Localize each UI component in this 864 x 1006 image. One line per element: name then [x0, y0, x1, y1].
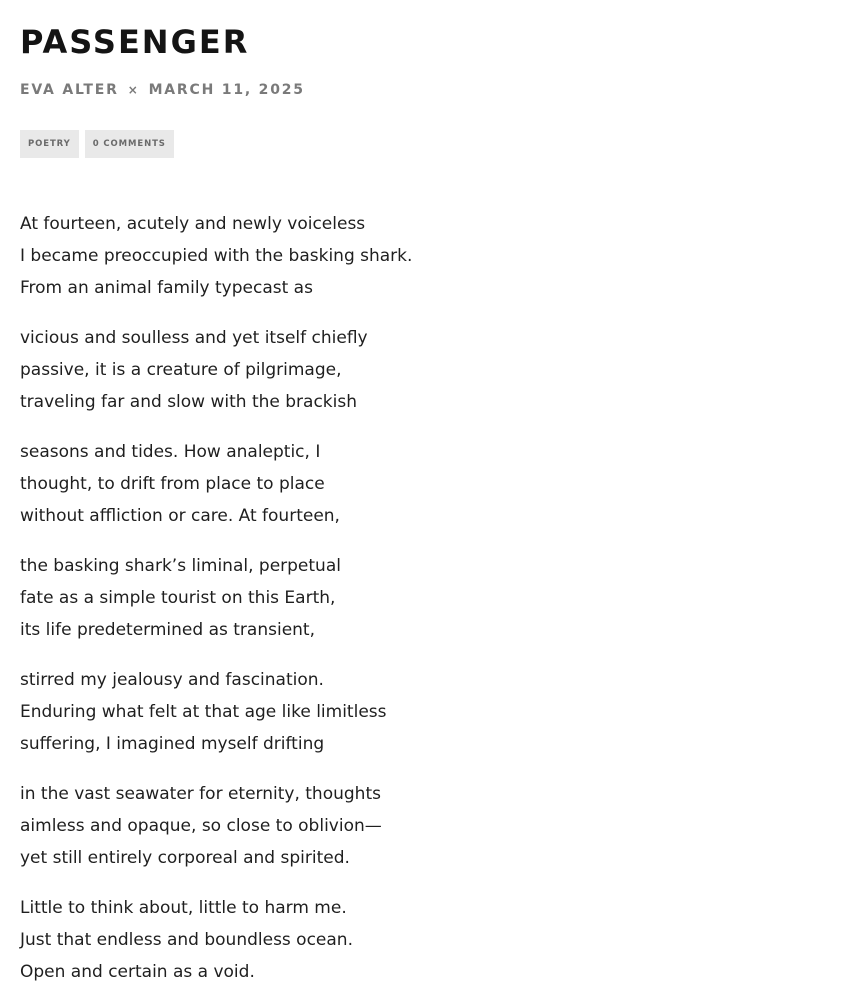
- poem-line: I became preoccupied with the basking shark.: [20, 246, 413, 266]
- stanza-3: [20, 436, 412, 532]
- tag-list: [20, 130, 174, 158]
- poem-line: yet still entirely corporeal and spirited.: [20, 848, 350, 868]
- stanza-2: [20, 322, 412, 418]
- meta-separator: ×: [127, 83, 140, 97]
- poem-line: the basking shark’s liminal, perpetual: [20, 556, 341, 576]
- poem-line: traveling far and slow with the brackish: [20, 392, 357, 412]
- poem-line: suffering, I imagined myself drifting: [20, 734, 325, 754]
- poem-line: vicious and soulless and yet itself chiefly: [20, 328, 368, 348]
- poem-line: fate as a simple tourist on this Earth,: [20, 588, 336, 608]
- post-meta: [20, 80, 305, 100]
- post-date: MARCH 11, 2025: [148, 82, 305, 98]
- poem-line: thought, to drift from place to place: [20, 474, 325, 494]
- poem-body: [20, 208, 412, 1006]
- poem-line: aimless and opaque, so close to oblivion—: [20, 816, 382, 836]
- poem-line: Little to think about, little to harm me.: [20, 898, 347, 918]
- post-title: PASSENGER: [20, 23, 250, 61]
- comments-count-link[interactable]: 0 COMMENTS: [85, 130, 174, 158]
- stanza-5: [20, 664, 412, 760]
- poem-line: Open and certain as a void.: [20, 962, 255, 982]
- poem-line: without affliction or care. At fourteen,: [20, 506, 340, 526]
- author-link[interactable]: EVA ALTER: [20, 82, 119, 98]
- poem-line: From an animal family typecast as: [20, 278, 313, 298]
- poem-line: seasons and tides. How analeptic, I: [20, 442, 321, 462]
- stanza-4: [20, 550, 412, 646]
- tag-poetry[interactable]: POETRY: [20, 130, 79, 158]
- poem-line: passive, it is a creature of pilgrimage,: [20, 360, 342, 380]
- poem-line: in the vast seawater for eternity, thoughts: [20, 784, 381, 804]
- stanza-7: [20, 892, 412, 988]
- poem-line: Just that endless and boundless ocean.: [20, 930, 353, 950]
- poem-line: Enduring what felt at that age like limitless: [20, 702, 387, 722]
- poem-line: stirred my jealousy and fascination.: [20, 670, 324, 690]
- stanza-6: [20, 778, 412, 874]
- poem-line: its life predetermined as transient,: [20, 620, 315, 640]
- poem-line: At fourteen, acutely and newly voiceless: [20, 214, 366, 234]
- stanza-1: [20, 208, 412, 304]
